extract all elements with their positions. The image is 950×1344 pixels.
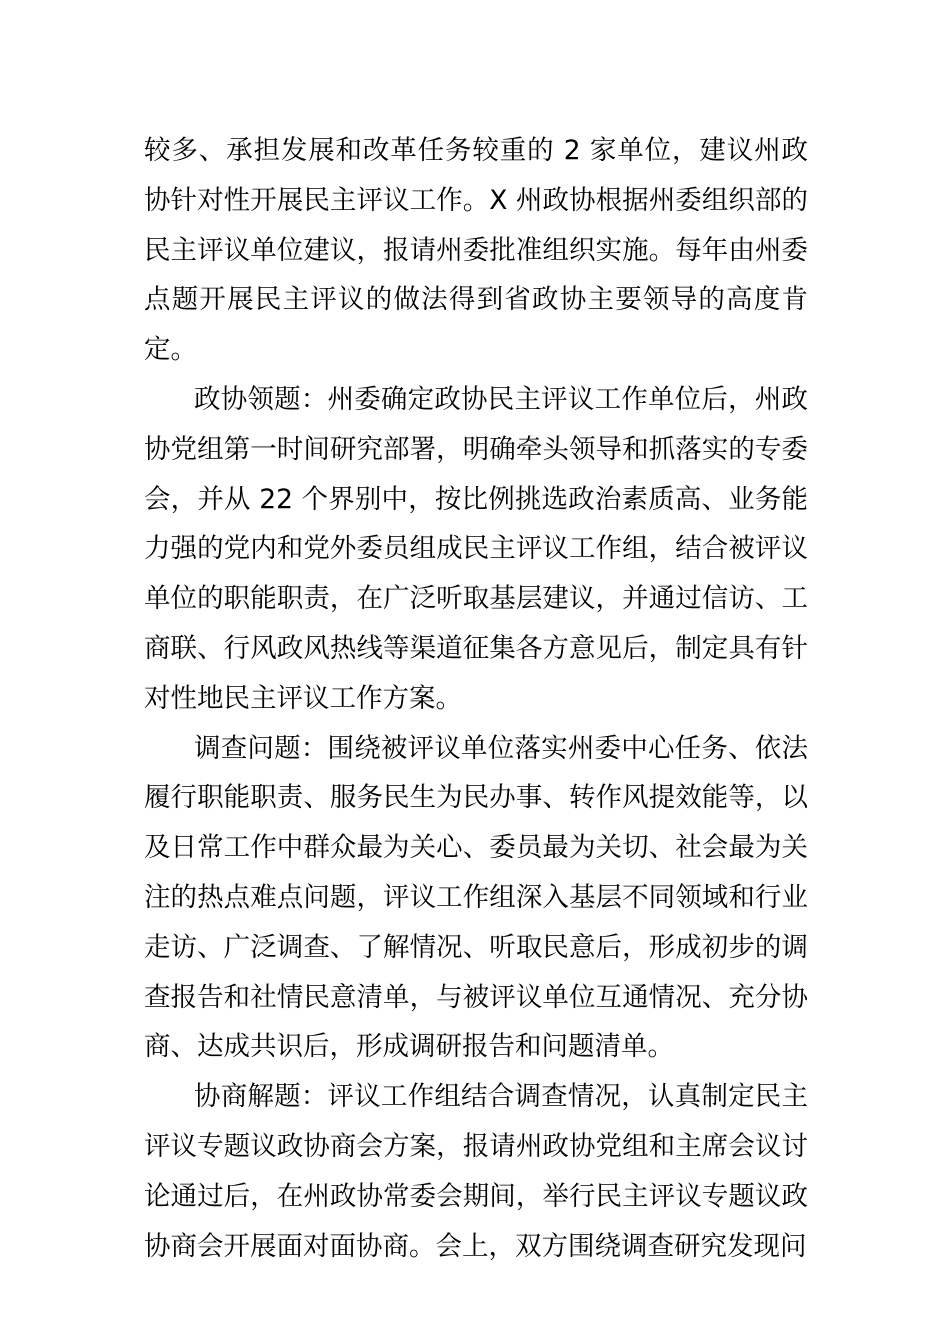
paragraph-continued: 较多、承担发展和改革任务较重的 2 家单位，建议州政协针对性开展民主评议工作。X 州政协根据州委组织部的民主评议单位建议，报请州委批准组织实施。每年由州委点题开展民主评议的做法得到省政协主要领导的高度肯定。 [144, 135, 808, 366]
paragraph-xieshang-jieti: 协商解题：评议工作组结合调查情况，认真制定民主评议专题议政协商会方案，报请州政协党组和主席会议讨论通过后，在州政协常委会期间，举行民主评议专题议政协商会开展面对面协商。会上，双方围绕调查研究发现问 [144, 1081, 808, 1262]
document-body [144, 126, 808, 1271]
paragraph-zhengxie-lingti: 政协领题：州委确定政协民主评议工作单位后，州政协党组第一时间研究部署，明确牵头领导和抓落实的专委会，并从 22 个界别中，按比例挑选政治素质高、业务能力强的党内和党外委员组成民主评议工作组，结合被评议单位的职能职责，在广泛听取基层建议，并通过信访、工商联、行风政风热线等渠道征集各方意见后，制定具有针对性地民主评议工作方案。 [144, 383, 808, 714]
paragraph-diaocha-wenti: 调查问题：围绕被评议单位落实州委中心任务、依法履行职能职责、服务民生为民办事、转作风提效能等，以及日常工作中群众最为关心、委员最为关切、社会最为关注的热点难点问题，评议工作组深入基层不同领域和行业走访、广泛调查、了解情况、听取民意后，形成初步的调查报告和社情民意清单，与被评议单位互通情况、充分协商、达成共识后，形成调研报告和问题清单。 [144, 732, 808, 1063]
